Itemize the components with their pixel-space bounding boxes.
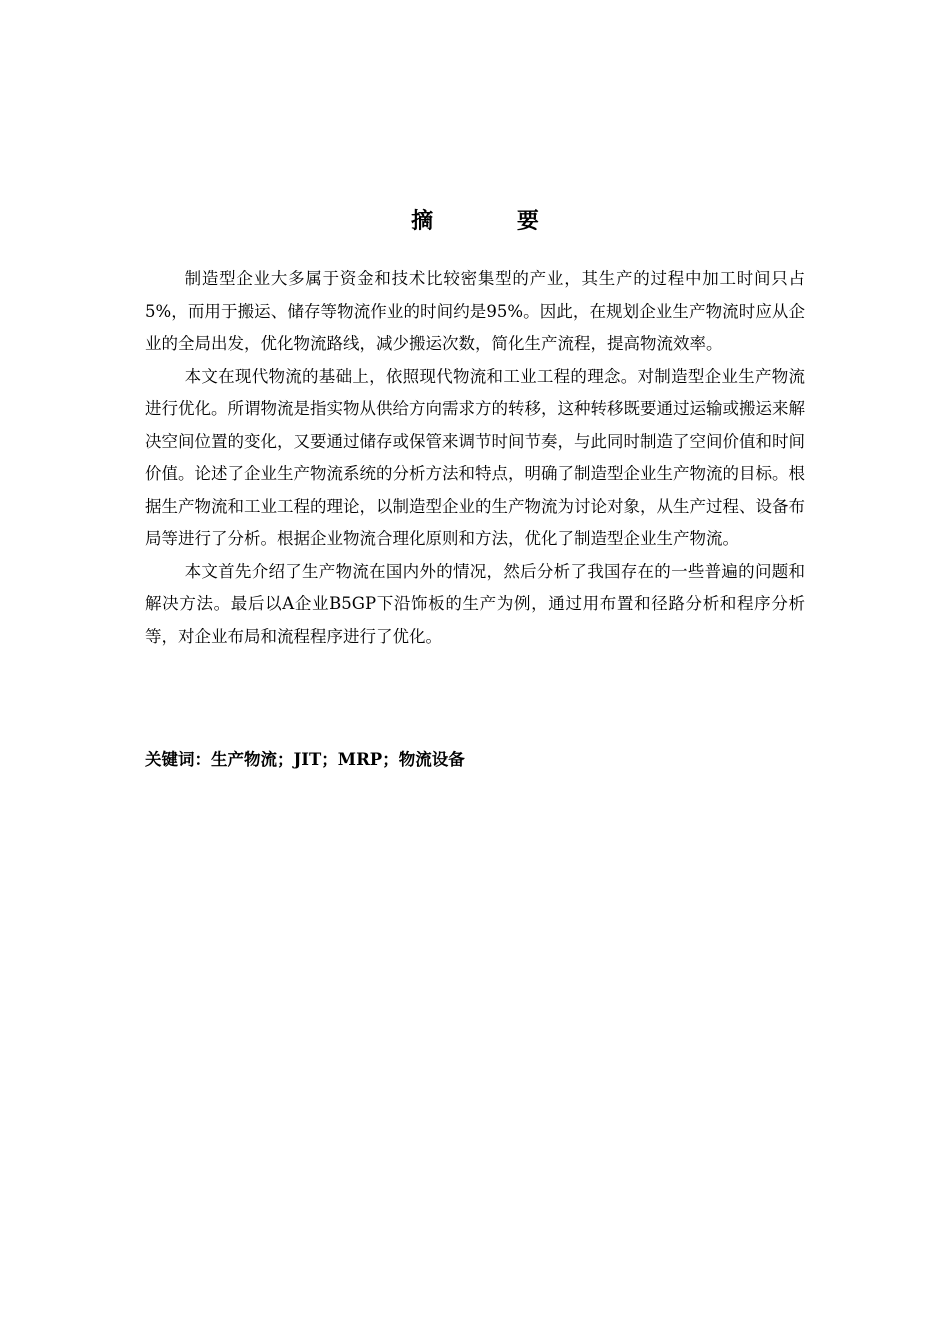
keywords-line [145, 745, 805, 775]
abstract-title: 摘 要 [411, 208, 577, 234]
keywords-list: 生产物流；JIT；MRP；物流设备 [211, 750, 465, 769]
abstract-paragraph-2: 本文在现代物流的基础上，依照现代物流和工业工程的理念。对制造型企业生产物流进行优化。所谓物流是指实物从供给方向需求方的转移，这种转移既要通过运输或搬运来解决空间位置的变化，又要通过储存或保管来调节时间节奏，与此同时制造了空间价值和时间价值。论述了企业生产物流系统的分析方法和特点，明确了制造型企业生产物流的目标。根据生产物流和工业工程的理论，以制造型企业的生产物流为讨论对象，从生产过程、设备布局等进行了分析。根据企业物流合理化原则和方法，优化了制造型企业生产物流。 [145, 366, 805, 548]
abstract-paragraph-3: 本文首先介绍了生产物流在国内外的情况，然后分析了我国存在的一些普遍的问题和解决方法。最后以A企业B5GP下沿饰板的生产为例，通过用布置和径路分析和程序分析等，对企业布局和流程程序进行了优化。 [145, 561, 805, 646]
abstract-body [145, 263, 805, 653]
abstract-paragraph-1: 制造型企业大多属于资金和技术比较密集型的产业，其生产的过程中加工时间只占5%，而用于搬运、储存等物流作业的时间约是95%。因此，在规划企业生产物流时应从企业的全局出发，优化物流路线，减少搬运次数，简化生产流程，提高物流效率。 [145, 269, 805, 353]
keywords-label: 关键词： [145, 750, 211, 769]
